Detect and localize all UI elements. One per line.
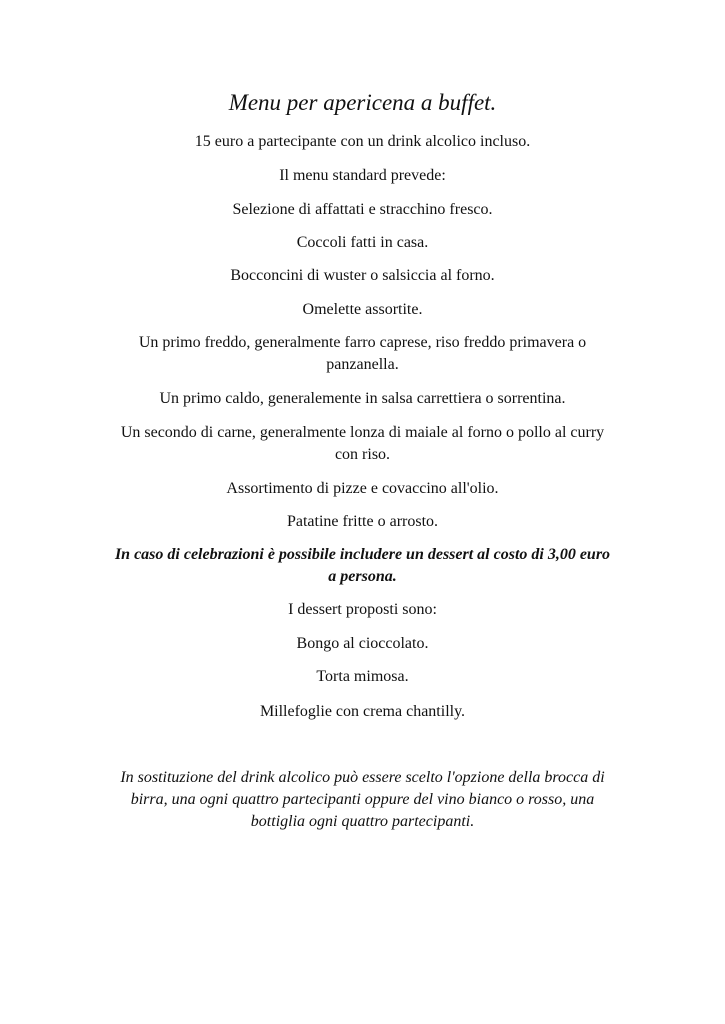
dessert-item: Millefoglie con crema chantilly. (259, 703, 466, 720)
menu-item: Un secondo di carne, generalmente lonza di maiale al forno o pollo al curry con riso. (120, 424, 605, 463)
menu-item: Un primo freddo, generalmente farro caprese, riso freddo primavera o panzanella. (138, 334, 587, 373)
dessert-item: Torta mimosa. (316, 668, 409, 685)
menu-item: Selezione di affattati e stracchino fresco. (232, 201, 493, 218)
menu-item: Un primo caldo, generalemente in salsa carrettiera o sorrentina. (159, 390, 566, 407)
drink-substitution-note: In sostituzione del drink alcolico può essere scelto l'opzione della brocca di birra, una ogni quattro partecipanti oppure del vino bianco o rosso, una bottiglia ogni quattro partecipanti. (120, 769, 605, 830)
dessert-intro: I dessert proposti sono: (288, 601, 437, 618)
price-line: 15 euro a partecipante con un drink alcolico incluso. (194, 133, 531, 150)
menu-item: Bocconcini di wuster o salsiccia al forno. (230, 267, 495, 284)
dessert-item: Bongo al cioccolato. (296, 635, 429, 652)
menu-item: Coccoli fatti in casa. (296, 234, 429, 251)
menu-item: Omelette assortite. (302, 301, 423, 318)
menu-item: Assortimento di pizze e covaccino all'olio. (226, 480, 499, 497)
menu-title: Menu per apericena a buffet. (228, 90, 497, 115)
standard-menu-intro: Il menu standard prevede: (279, 167, 446, 184)
celebration-dessert-note: In caso di celebrazioni è possibile includere un dessert al costo di 3,00 euro a persona. (114, 546, 611, 585)
menu-item: Patatine fritte o arrosto. (286, 513, 439, 530)
